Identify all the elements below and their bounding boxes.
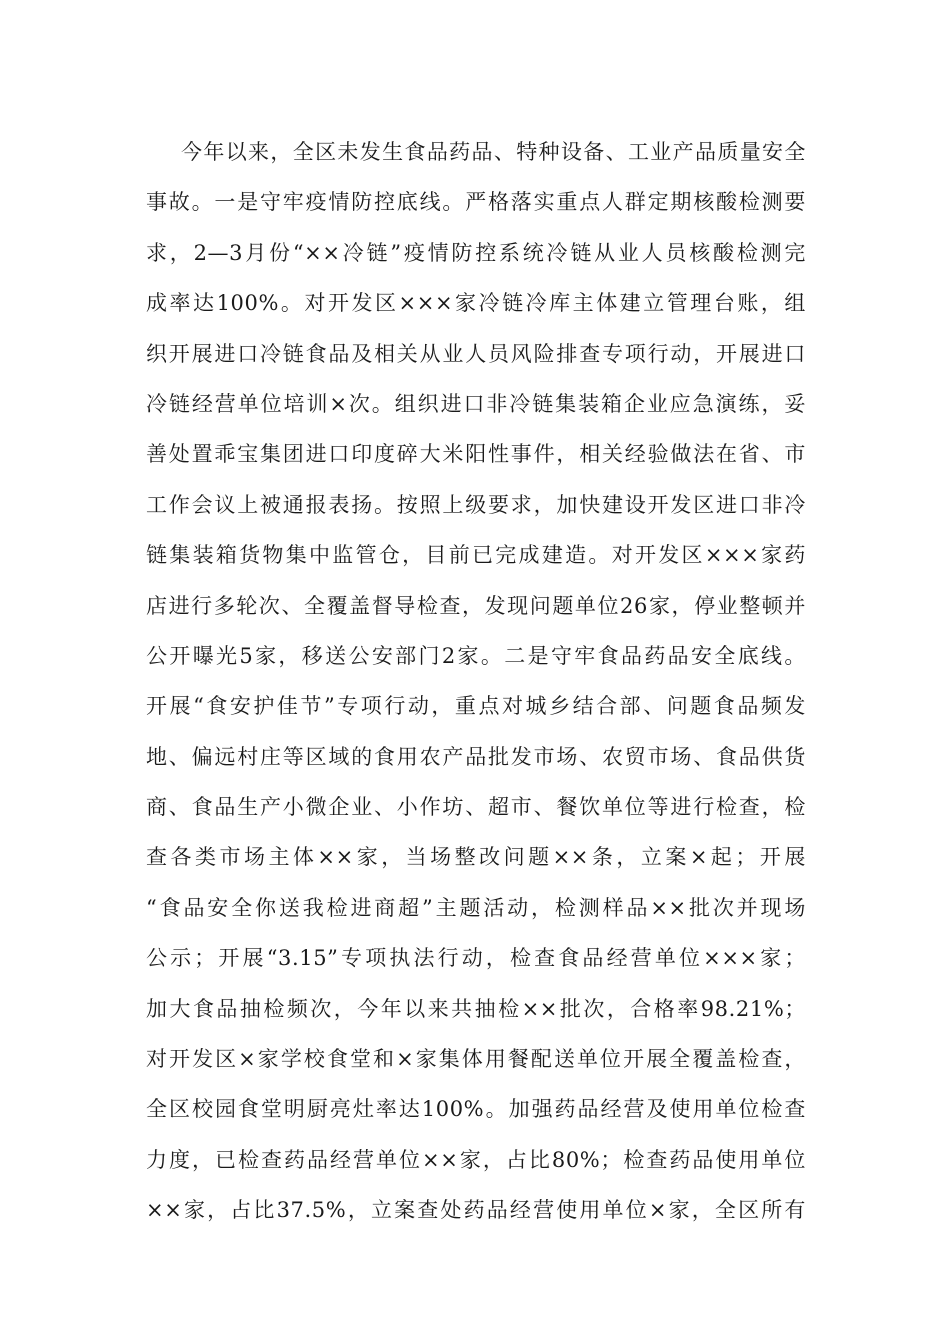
text-line: 全区校园食堂明厨亮灶率达100%。加强药品经营及使用单位检查	[146, 1097, 806, 1122]
text-line: 今年以来，全区未发生食品药品、特种设备、工业产品质量安全	[181, 140, 806, 164]
text-line: 公开曝光5家，移送公安部门2家。二是守牢食品药品安全底线。	[146, 643, 806, 668]
text-line: ××家，占比37.5%，立案查处药品经营使用单位×家，全区所有	[146, 1198, 806, 1223]
text-line: 链集装箱货物集中监管仓，目前已完成建造。对开发区×××家药	[146, 543, 806, 568]
text-line: 商、食品生产小微企业、小作坊、超市、餐饮单位等进行检查，检	[146, 795, 806, 820]
text-line: 公示；开展“3.15”专项执法行动，检查食品经营单位×××家；	[146, 946, 806, 971]
text-line: 对开发区×家学校食堂和×家集体用餐配送单位开展全覆盖检查，	[146, 1047, 806, 1072]
text-line: “食品安全你送我检进商超”主题活动，检测样品××批次并现场	[146, 895, 806, 920]
text-line: 工作会议上被通报表扬。按照上级要求，加快建设开发区进口非冷	[146, 492, 806, 517]
text-line: 求，2—3月份“××冷链”疫情防控系统冷链从业人员核酸检测完	[146, 240, 806, 265]
text-line: 织开展进口冷链食品及相关从业人员风险排查专项行动，开展进口	[146, 341, 806, 366]
text-line: 开展“食安护佳节”专项行动，重点对城乡结合部、问题食品频发	[146, 694, 806, 719]
text-line: 地、偏远村庄等区域的食用农产品批发市场、农贸市场、食品供货	[146, 744, 806, 769]
body-paragraph	[146, 133, 806, 1242]
text-line: 力度，已检查药品经营单位××家，占比80%；检查药品使用单位	[146, 1147, 806, 1172]
text-line: 善处置乖宝集团进口印度碎大米阳性事件，相关经验做法在省、市	[146, 442, 806, 467]
text-line: 店进行多轮次、全覆盖督导检查，发现问题单位26家，停业整顿并	[146, 593, 806, 618]
text-line: 加大食品抽检频次，今年以来共抽检××批次，合格率98.21%；	[146, 996, 806, 1021]
text-line: 事故。一是守牢疫情防控底线。严格落实重点人群定期核酸检测要	[146, 190, 806, 215]
text-line: 查各类市场主体××家，当场整改问题××条，立案×起；开展	[146, 845, 806, 870]
text-line: 成率达100%。对开发区×××家冷链冷库主体建立管理台账，组	[146, 291, 806, 316]
text-line: 冷链经营单位培训×次。组织进口非冷链集装箱企业应急演练，妥	[146, 391, 806, 416]
